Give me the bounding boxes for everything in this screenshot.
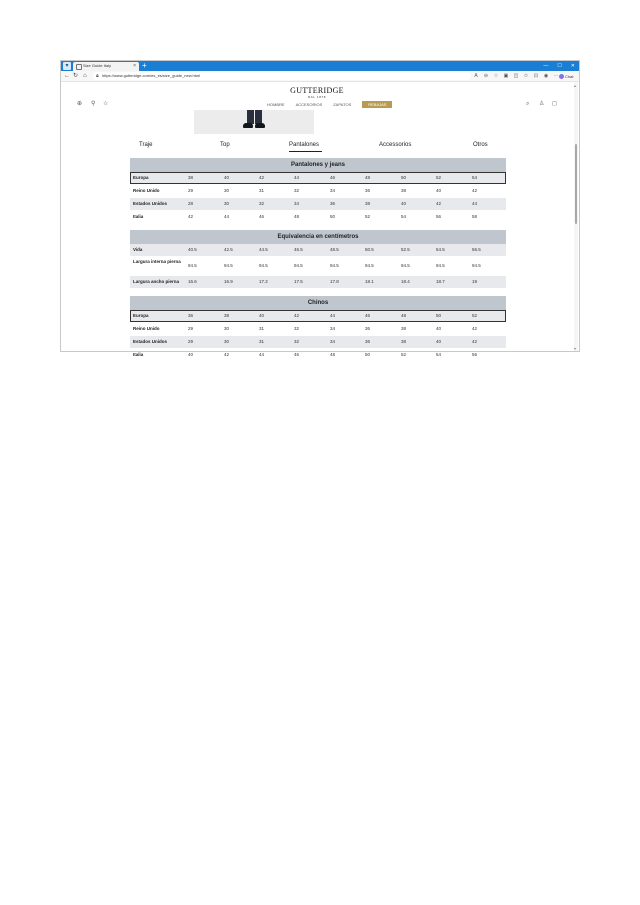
size-cell: 17.5 [294,279,303,284]
shoe-right [255,123,265,128]
scroll-down-icon[interactable]: ▾ [574,346,577,351]
size-cell: 42.5 [224,247,233,252]
size-cell: 42 [472,326,478,331]
nav-item-hombre[interactable]: HOMBRE [267,101,285,107]
page-content [61,82,579,357]
size-cell: 94.5 [472,263,481,268]
minimize-icon[interactable]: — [543,63,549,69]
nav-item-rebajas[interactable]: REBAJAS [362,101,392,108]
size-cell: 54 [472,175,478,180]
split-screen-icon[interactable]: ◫ [513,73,519,79]
table-row [130,198,506,211]
size-cell: 46 [365,313,371,318]
shoe-left [243,123,253,128]
size-cell: 34 [330,326,336,331]
collections-icon[interactable]: ⊡ [533,73,539,79]
size-cell: 32 [294,339,300,344]
favorite-star-icon[interactable]: ☆ [493,73,499,79]
size-cell: 46.5 [294,247,303,252]
size-cell: 94.5 [436,263,445,268]
table-row[interactable] [130,172,506,185]
browser-tab[interactable] [73,62,139,71]
size-cell: 30 [224,201,230,206]
size-cell: 40 [188,352,194,357]
size-category-tabs [130,141,506,153]
main-nav [267,101,392,108]
size-cell: 48 [365,175,371,180]
logo-tagline: DAL 1878 [307,95,327,99]
size-cell: 48.5 [330,247,339,252]
size-cell: 28 [188,201,194,206]
table-equivalencia-cm [130,230,506,289]
size-cell: 31 [259,326,265,331]
active-tab-underline [289,151,322,152]
size-cell: 40 [436,339,442,344]
copilot-icon [559,74,564,79]
size-cell: 17.2 [259,279,268,284]
size-cell: 44.5 [259,247,268,252]
size-cell: 58 [472,214,478,219]
size-cell: 52 [365,214,371,219]
table-row [130,349,506,362]
size-cell: 42 [224,352,230,357]
size-cell: 42 [188,214,194,219]
copilot-button[interactable] [559,72,573,80]
size-cell: 38 [401,339,407,344]
table-row [130,276,506,289]
logo-name: GUTTERIDGE [290,86,344,95]
size-cell: 56 [436,214,442,219]
size-cell: 36 [365,326,371,331]
favorites-icon[interactable]: ✩ [523,73,529,79]
table-row [130,257,506,276]
size-cell: 38 [401,326,407,331]
row-label: Italia [133,214,144,219]
size-cell: 94.5 [401,263,410,268]
maximize-icon[interactable]: ☐ [557,63,562,69]
size-cell: 50.5 [365,247,374,252]
size-cell: 18.4 [401,279,410,284]
size-cell: 38 [224,313,230,318]
size-cell: 44 [330,313,336,318]
size-cell: 42 [472,339,478,344]
size-cell: 44 [259,352,265,357]
size-cell: 46 [259,214,265,219]
size-cell: 52 [401,352,407,357]
size-cell: 40.5 [188,247,197,252]
row-label: Italia [133,352,144,357]
size-cell: 94.5 [188,263,197,268]
size-cell: 34 [330,339,336,344]
size-cell: 31 [259,339,265,344]
row-label: Vida [133,247,143,252]
more-options-icon[interactable]: ⋯ [553,73,559,79]
size-cell: 40 [259,313,265,318]
tab-close-icon[interactable]: × [133,63,136,69]
page-scrollbar[interactable] [574,82,578,351]
new-tab-button[interactable]: + [142,61,147,70]
size-cell: 52 [472,313,478,318]
lock-icon: 🔒︎ [96,73,99,79]
size-cell: 42 [436,201,442,206]
size-cell: 94.5 [294,263,303,268]
size-cell: 40 [436,326,442,331]
size-cell: 50 [401,175,407,180]
size-cell: 50 [365,352,371,357]
table-row[interactable] [130,310,506,323]
size-cell: 94.5 [330,263,339,268]
size-cell: 38 [188,175,194,180]
scrollbar-thumb[interactable] [575,144,577,224]
row-label: Reino Unido [133,326,160,331]
table-row [130,185,506,198]
size-cell: 56 [472,352,478,357]
size-cell: 56.5 [472,247,481,252]
size-cell: 94.5 [224,263,233,268]
read-aloud-icon[interactable]: A [474,73,478,79]
account-icon[interactable]: ♙ [539,101,545,107]
address-bar[interactable] [93,72,471,80]
extension-icon[interactable]: ▣ [503,73,509,79]
size-cell: 31 [259,188,265,193]
size-cell: 32 [259,201,265,206]
size-cell: 16.6 [188,279,197,284]
tab-actions-icon[interactable]: ▾ [63,62,71,70]
size-cell: 16.9 [224,279,233,284]
search-icon[interactable]: ⌕ [526,101,530,107]
size-cell: 36 [330,201,336,206]
tab-pantalones[interactable]: Pantalones [289,142,320,148]
table-pantalones-jeans [130,158,506,224]
table-title: Equivalencia en centímetros [130,230,506,244]
size-cell: 40 [224,175,230,180]
size-cell: 42 [259,175,265,180]
tab-traje[interactable]: Traje [139,142,153,148]
size-cell: 52.5 [401,247,410,252]
copilot-label: Chat [565,73,574,79]
size-cell: 44 [224,214,230,219]
size-cell: 29 [188,188,194,193]
tab-accessorios[interactable]: Accessorios [379,142,412,148]
size-cell: 18.1 [365,279,374,284]
size-cell: 48 [330,352,336,357]
location-icon[interactable]: ⚲ [91,101,96,107]
size-cell: 40 [436,188,442,193]
scroll-up-icon[interactable]: ▴ [574,83,577,88]
trouser-leg-right [255,110,262,124]
size-cell: 34 [330,188,336,193]
home-icon[interactable]: ⌂ [83,73,87,79]
url-text: https://www.gutteridge.com/es_es/size_guide_new.html [102,73,201,78]
size-cell: 46 [330,175,336,180]
site-logo[interactable] [283,86,351,99]
size-cell: 40 [401,201,407,206]
table-chinos [130,296,506,362]
size-cell: 48 [401,313,407,318]
size-cell: 54.5 [436,247,445,252]
shopping-bag-icon[interactable]: ◻ [552,101,557,107]
size-cell: 29 [188,326,194,331]
row-label: Largura ancho pierna [133,279,180,284]
size-cell: 46 [294,352,300,357]
table-title: Pantalones y jeans [130,158,506,172]
row-label: Reino Unido [133,188,160,193]
tab-top[interactable]: Top [220,142,230,148]
close-window-icon[interactable]: ✕ [570,63,575,69]
table-row [130,211,506,224]
size-cell: 52 [436,175,442,180]
size-cell: 54 [436,352,442,357]
size-cell: 36 [188,313,194,318]
size-cell: 32 [294,326,300,331]
size-cell: 38 [401,188,407,193]
page-favicon-icon [76,64,82,70]
table-row [130,244,506,257]
row-label: Europa [133,175,149,180]
table-title: Chinos [130,296,506,310]
size-cell: 38 [365,201,371,206]
size-cell: 48 [294,214,300,219]
title-bar [61,61,579,71]
row-label: Europa [133,313,149,318]
back-icon[interactable]: ← [64,73,70,79]
table-row [130,336,506,349]
size-cell: 17.8 [330,279,339,284]
size-cell: 54 [401,214,407,219]
size-cell: 36 [365,339,371,344]
size-cell: 30 [224,326,230,331]
size-cell: 94.5 [365,263,374,268]
browser-window [61,61,579,357]
size-cell: 50 [330,214,336,219]
zoom-icon[interactable]: ⊖ [483,73,489,79]
size-cell: 30 [224,188,230,193]
size-cell: 44 [472,201,478,206]
tab-title: Size Guide Italy [83,63,112,68]
size-cell: 29 [188,339,194,344]
product-hero-image [194,110,314,134]
address-toolbar [61,71,579,82]
size-cell: 36 [365,188,371,193]
size-cell: 42 [472,188,478,193]
size-cell: 18.7 [436,279,445,284]
profile-icon[interactable]: ◉ [543,73,549,79]
size-cell: 50 [436,313,442,318]
nav-item-accesorios[interactable]: ACCESORIOS [295,101,323,107]
row-label: Estados Unidos [133,201,168,206]
size-cell: 44 [294,175,300,180]
size-cell: 32 [294,188,300,193]
globe-icon[interactable]: ⊕ [77,101,83,107]
refresh-icon[interactable]: ↻ [73,73,79,79]
tab-otros[interactable]: Otros [473,142,488,148]
trouser-leg-left [247,110,254,124]
table-row [130,323,506,336]
size-cell: 42 [294,313,300,318]
nav-item-zapatos[interactable]: ZAPATOS [333,101,352,107]
size-cell: 19 [472,279,478,284]
size-cell: 34 [294,201,300,206]
size-cell: 30 [224,339,230,344]
size-cell: 94.5 [259,263,268,268]
favorites-star-icon[interactable]: ☆ [103,101,109,107]
row-label: Estados Unidos [133,339,168,344]
row-label: Largura interna pierna [133,259,181,264]
